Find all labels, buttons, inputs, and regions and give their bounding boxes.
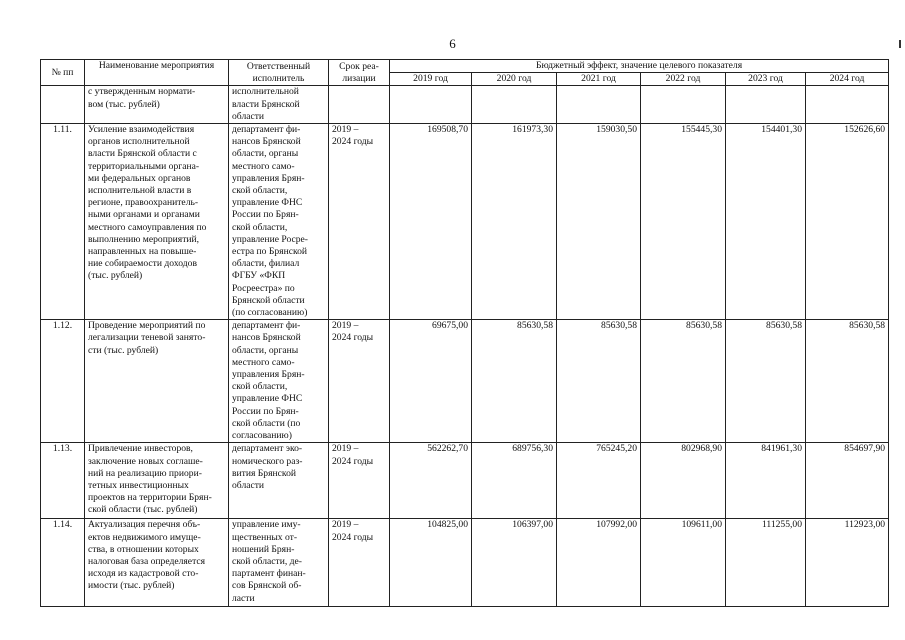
cell-value (472, 86, 557, 124)
header-term-line1: Срок реа- (339, 60, 379, 72)
resp-line: управления Брян- (232, 172, 305, 184)
term-line: 2024 годы (332, 531, 374, 543)
resp-line: ской области, (232, 185, 288, 197)
cell-value: 689756,30 (472, 443, 557, 519)
table-row (41, 519, 889, 607)
resp-line: ской области, (232, 381, 288, 393)
name-line: Привлечение инвесторов, (88, 443, 193, 455)
header-year: 2023 год (726, 73, 806, 86)
cell-num (41, 86, 85, 124)
cell-value: 85630,58 (641, 320, 726, 443)
cell-term (329, 443, 390, 519)
cell-value (390, 86, 472, 124)
cell-value: 841961,30 (726, 443, 806, 519)
cell-value: 85630,58 (726, 320, 806, 443)
resp-line: области, филиал (232, 258, 300, 270)
cell-term (329, 124, 390, 320)
resp-line: России по Брян- (232, 209, 299, 221)
cell-responsible (229, 124, 329, 320)
resp-line: департамент эко- (232, 443, 303, 455)
term-line: 2024 годы (332, 332, 374, 344)
header-budget-effect: Бюджетный эффект, значение целевого показателя (390, 60, 889, 73)
cell-value: 112923,00 (806, 519, 889, 607)
resp-line: области, органы (232, 148, 299, 160)
resp-line: Росреестра» по (232, 282, 295, 294)
cell-value: 85630,58 (557, 320, 641, 443)
resp-line: нансов Брянской (232, 136, 301, 148)
name-line: (тыс. рублей) (88, 270, 143, 282)
cell-value: 155445,30 (641, 124, 726, 320)
cell-value: 111255,00 (726, 519, 806, 607)
resp-line: Брянской области (232, 294, 305, 306)
scan-edge-mark (899, 40, 901, 48)
name-line: ектов недвижимого имуще- (88, 531, 201, 543)
cell-value: 107992,00 (557, 519, 641, 607)
cell-responsible (229, 443, 329, 519)
name-line: с утвержденным нормати- (88, 86, 196, 98)
header-responsible-line2: исполнитель (252, 72, 305, 84)
resp-line: щественных от- (232, 531, 298, 543)
header-responsible-line1: Ответственный (246, 60, 311, 72)
cell-value: 765245,20 (557, 443, 641, 519)
name-line: местного самоуправления по (88, 221, 207, 233)
cell-value: 152626,60 (806, 124, 889, 320)
name-line: Усиление взаимодействия (88, 124, 195, 136)
budget-effect-table (40, 59, 889, 607)
cell-term (329, 519, 390, 607)
term-line: 2024 годы (332, 136, 374, 148)
page-number: 6 (449, 36, 456, 51)
resp-line: ласти (232, 592, 255, 604)
header-year: 2020 год (472, 73, 557, 86)
cell-value (806, 86, 889, 124)
resp-line: департамент фи- (232, 320, 301, 332)
name-line: налоговая база определяется (88, 555, 206, 567)
cell-term (329, 86, 390, 124)
cell-value (557, 86, 641, 124)
name-line: власти Брянской области с (88, 148, 197, 160)
name-line: территориальными органа- (88, 160, 200, 172)
resp-line: ской области, де- (232, 555, 302, 567)
cell-value: 104825,00 (390, 519, 472, 607)
name-line: исполнительной власти в (88, 185, 192, 197)
cell-name (85, 519, 229, 607)
name-line: имости (тыс. рублей) (88, 580, 175, 592)
header-responsible (229, 60, 329, 86)
resp-line: (по согласованию) (232, 307, 308, 319)
name-line: ми федеральных органов (88, 172, 191, 184)
cell-value: 854697,90 (806, 443, 889, 519)
term-line: 2019 – (332, 320, 359, 332)
cell-value: 562262,70 (390, 443, 472, 519)
resp-line: местного само- (232, 356, 295, 368)
resp-line: департамент фи- (232, 124, 301, 136)
cell-value: 85630,58 (472, 320, 557, 443)
cell-value: 85630,58 (806, 320, 889, 443)
cell-value: 109611,00 (641, 519, 726, 607)
resp-line: управление иму- (232, 519, 301, 531)
cell-value: 154401,30 (726, 124, 806, 320)
header-year: 2022 год (641, 73, 726, 86)
resp-line: согласованию) (232, 430, 292, 442)
cell-value: 106397,00 (472, 519, 557, 607)
continuation-row (41, 86, 889, 124)
name-line: Актуализация перечня объ- (88, 519, 201, 531)
resp-line: ской области (по (232, 417, 301, 429)
header-year: 2021 год (557, 73, 641, 86)
resp-line: области (232, 110, 265, 122)
cell-name (85, 320, 229, 443)
cell-value: 159030,50 (557, 124, 641, 320)
resp-line: России по Брян- (232, 405, 299, 417)
name-line: выполнению мероприятий, (88, 233, 200, 245)
cell-value (641, 86, 726, 124)
name-line: ства, в отношении которых (88, 543, 199, 555)
name-line: вом (тыс. рублей) (88, 98, 160, 110)
cell-num: 1.12. (41, 320, 85, 443)
name-line: ными органами и органами (88, 209, 200, 221)
header-name: Наименование мероприятия (85, 60, 229, 86)
resp-line: местного само- (232, 160, 295, 172)
header-term (329, 60, 390, 86)
cell-value (726, 86, 806, 124)
table-row (41, 124, 889, 320)
name-line: Проведение мероприятий по (88, 320, 206, 332)
resp-line: исполнительной (232, 86, 299, 98)
name-line: ние собираемости доходов (88, 258, 197, 270)
resp-line: управление Росре- (232, 233, 309, 245)
resp-line: сов Брянской об- (232, 580, 302, 592)
cell-num: 1.14. (41, 519, 85, 607)
term-line: 2024 годы (332, 455, 374, 467)
cell-responsible (229, 519, 329, 607)
cell-name (85, 124, 229, 320)
name-line: направленных на повыше- (88, 246, 197, 258)
name-line: органов исполнительной (88, 136, 190, 148)
cell-num: 1.11. (41, 124, 85, 320)
cell-responsible (229, 320, 329, 443)
name-line: заключение новых соглаше- (88, 455, 203, 467)
cell-value: 69675,00 (390, 320, 472, 443)
header-year: 2024 год (806, 73, 889, 86)
cell-value: 161973,30 (472, 124, 557, 320)
resp-line: управление ФНС (232, 393, 303, 405)
header-num: № пп (41, 60, 85, 86)
cell-value: 802968,90 (641, 443, 726, 519)
resp-line: номического раз- (232, 455, 303, 467)
cell-value: 169508,70 (390, 124, 472, 320)
name-line: легализации теневой занято- (88, 332, 206, 344)
resp-line: области (232, 479, 265, 491)
cell-name (85, 443, 229, 519)
table-row (41, 320, 889, 443)
resp-line: нансов Брянской (232, 332, 301, 344)
name-line: проектов на территории Брян- (88, 492, 212, 504)
resp-line: ФГБУ «ФКП (232, 270, 286, 282)
resp-line: власти Брянской (232, 98, 300, 110)
term-line: 2019 – (332, 124, 359, 136)
name-line: исходя из кадастровой сто- (88, 568, 199, 580)
cell-name (85, 86, 229, 124)
header-year: 2019 год (390, 73, 472, 86)
term-line: 2019 – (332, 519, 359, 531)
header-term-line2: лизации (342, 72, 376, 84)
resp-line: ношений Брян- (232, 543, 295, 555)
resp-line: партамент финан- (232, 568, 306, 580)
name-line: регионе, правоохранитель- (88, 197, 199, 209)
resp-line: естра по Брянской (232, 246, 308, 258)
resp-line: вития Брянской (232, 467, 297, 479)
resp-line: области, органы (232, 344, 299, 356)
cell-num: 1.13. (41, 443, 85, 519)
name-line: тетных инвестиционных (88, 479, 189, 491)
name-line: ской области (тыс. рублей) (88, 504, 198, 516)
cell-term (329, 320, 390, 443)
name-line: сти (тыс. рублей) (88, 344, 159, 356)
table-row (41, 443, 889, 519)
name-line: ний на реализацию приори- (88, 467, 202, 479)
term-line: 2019 – (332, 443, 359, 455)
resp-line: ской области, (232, 221, 288, 233)
resp-line: управление ФНС (232, 197, 303, 209)
cell-responsible (229, 86, 329, 124)
resp-line: управления Брян- (232, 369, 305, 381)
